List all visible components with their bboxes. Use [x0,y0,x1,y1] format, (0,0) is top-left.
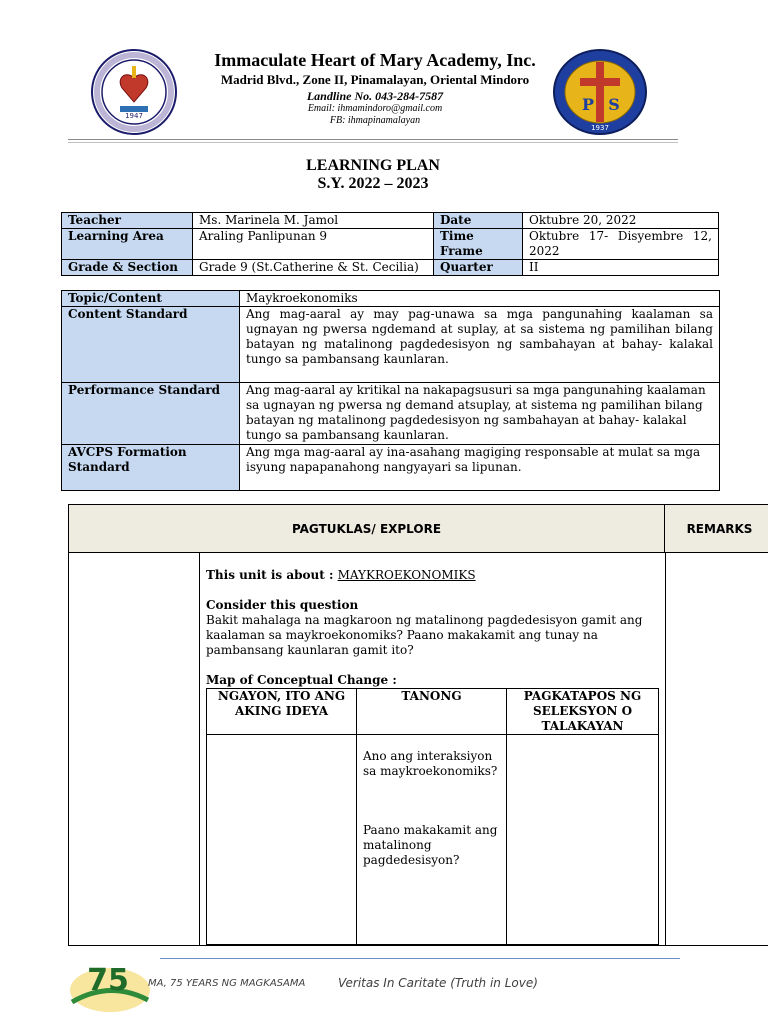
school-address: Madrid Blvd., Zone II, Pinamalayan, Oriental Mindoro [220,71,530,87]
unit-line [206,568,661,583]
learning-area-label: Learning Area [62,229,193,260]
teacher-value: Ms. Marinela M. Jamol [193,213,434,229]
footer-anniversary-text: MA, 75 YEARS NG MAGKASAMA [148,978,306,989]
performance-standard-value: Ang mag-aaral ay kritikal na nakapagsusuri sa mga pangunahing kaalaman sa ugnayan ng pwersa ng demand atsuplay, at sistema ng pamilihan bilang batayan ng matalinong pagdedesisyon ng sambahayan at bahay- kalakal tungo sa pambansang kaunlaran. [240,383,720,445]
column-header-tanong: TANONG [357,689,507,735]
column-header-idea: NGAYON, ITO ANG AKING IDEYA [207,689,357,735]
school-email: Email: ihmamindoro@gmail.com [307,103,443,115]
avcps-standard-value: Ang mga mag-aaral ay ina-asahang magiging responsable at mulat sa mga isyung napapanahong nangyayari sa lipunan. [240,445,720,491]
tanong-question: Paano makakamit ang matalinong pagdedesisyon? [363,823,498,867]
question-title: Consider this question [206,598,359,612]
table-row [62,307,720,383]
after-cell [507,735,659,945]
table-row [62,445,720,491]
explore-header: PAGTUKLAS/ EXPLORE [69,505,665,553]
column-header-after: PAGKATAPOS NG SELEKSYON O TALAKAYAN [507,689,659,735]
plan-title-line1: LEARNING PLAN [306,157,440,174]
content-standard-label: Content Standard [62,307,240,383]
teacher-label: Teacher [62,213,193,229]
unit-topic: MAYKROEKONOMIKS [337,568,476,582]
grade-section-value: Grade 9 (St.Catherine & St. Cecilia) [193,260,434,276]
map-title: Map of Conceptual Change : [206,673,397,687]
svg-text:S: S [608,95,620,114]
conceptual-change-table [206,688,659,945]
date-value: Oktubre 20, 2022 [523,213,719,229]
svg-text:P: P [581,95,595,114]
anniversary-badge-logo [64,950,156,1020]
standards-table [61,290,720,491]
topic-value: Maykroekonomiks [240,291,720,307]
plan-title-line2: S.Y. 2022 – 2023 [317,174,429,192]
school-seal-logo [90,48,178,136]
time-frame-value: Oktubre 17- Disyembre 12, 2022 [523,229,719,260]
grade-section-label: Grade & Section [62,260,193,276]
table-row [62,383,720,445]
idea-cell [207,735,357,945]
info-table [61,212,719,276]
table-row [62,229,719,260]
time-frame-label: Time Frame [434,229,523,260]
tanong-question: Ano ang interaksiyon sa maykroekonomiks? [363,749,498,778]
table-row [62,260,719,276]
explore-left-column [69,553,200,945]
explore-content [206,568,661,688]
table-row [207,735,659,945]
quarter-label: Quarter [434,260,523,276]
plan-title [0,157,746,192]
topic-label: Topic/Content [62,291,240,307]
remarks-header: REMARKS [665,505,768,553]
school-fb: FB: ihmapinamalayan [329,114,421,126]
quarter-value: II [523,260,719,276]
remarks-column-divider [665,553,666,945]
table-row [62,213,719,229]
table-row [207,689,659,735]
svg-text:1937: 1937 [591,124,609,132]
tanong-cell [357,735,507,945]
pinamalayan-school-logo [552,48,648,136]
footer-motto: Veritas In Caritate (Truth in Love) [338,976,538,990]
school-landline: Landline No. 043-284-7587 [306,88,444,103]
content-standard-value: Ang mag-aaral ay may pag-unawa sa mga pangunahing kaalaman sa ugnayan ng pwersa ngdemand at suplay, at sa sistema ng pamilihan bilang batayan ng matalinong pagdedesisyon ng sambahayan at bahay- kalakal tungo sa pambansang kaunlaran. [240,307,720,383]
header-divider [68,139,678,140]
header-divider-secondary [68,142,678,143]
footer-divider [160,958,680,959]
question-body: Bakit mahalaga na magkaroon ng matalinong pagdedesisyon gamit ang kaalaman sa maykroekonomiks? Paano makakamit ang tunay na pambansang kaunlaran gamit ito? [206,613,643,657]
table-row [62,291,720,307]
avcps-standard-label: AVCPS Formation Standard [62,445,240,491]
date-label: Date [434,213,523,229]
school-name: Immaculate Heart of Mary Academy, Inc. [214,50,536,70]
unit-prefix: This unit is about : [206,568,338,582]
performance-standard-label: Performance Standard [62,383,240,445]
svg-text:75: 75 [87,963,129,998]
svg-text:1947: 1947 [125,112,143,120]
learning-area-value: Araling Panlipunan 9 [193,229,434,260]
school-header [190,50,560,126]
